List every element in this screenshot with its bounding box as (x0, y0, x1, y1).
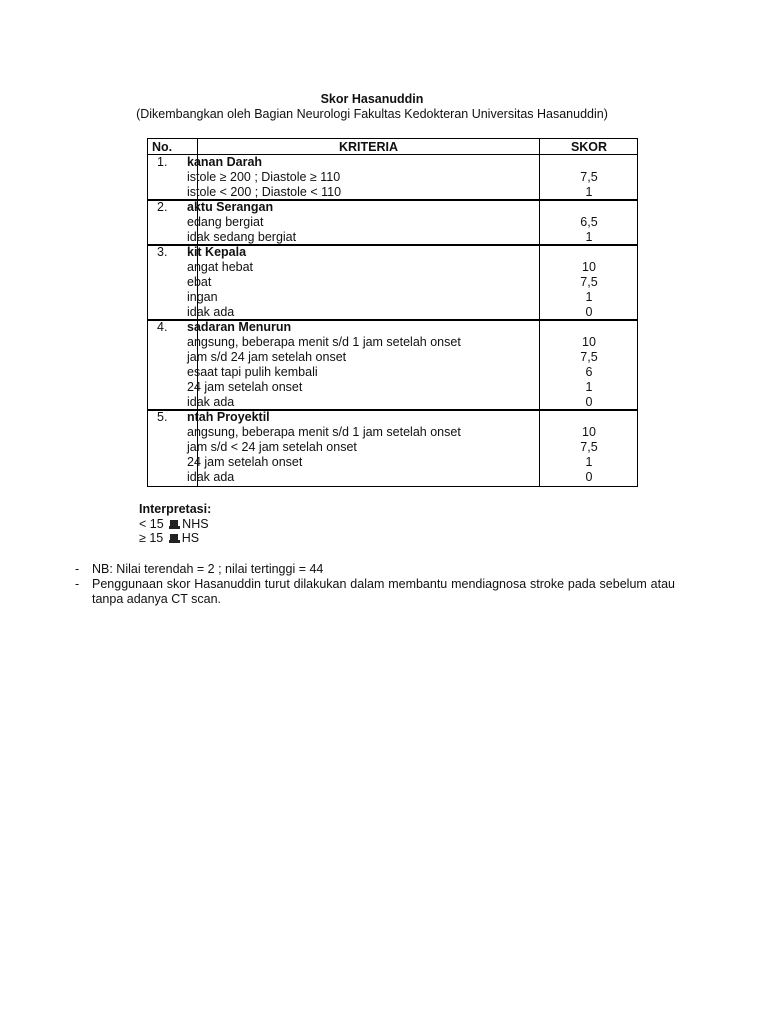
criteria-option (187, 440, 538, 454)
criteria-option (187, 275, 538, 289)
criteria-option-text: jam s/d 24 jam setelah onset (187, 350, 347, 364)
criteria-option (187, 215, 538, 229)
criteria-heading (187, 245, 538, 259)
criteria-option-text: ebat (187, 275, 212, 289)
row-number: 4. (157, 320, 168, 334)
page-subtitle: (Dikembangkan oleh Bagian Neurologi Fakultas Kedokteran Universitas Hasanuddin) (136, 107, 608, 121)
criteria-option-text: angat hebat (187, 260, 254, 274)
score-value: 6 (585, 365, 593, 379)
criteria-heading (187, 200, 538, 214)
criteria-heading (187, 320, 538, 334)
criteria-heading-text: sadaran Menurun (187, 320, 292, 334)
score-value: 10 (582, 260, 596, 274)
criteria-option-text: idak sedang bergiat (187, 230, 297, 244)
interpretation-title: Interpretasi: (139, 502, 212, 516)
criteria-option-text: angsung, beberapa menit s/d 1 jam setelah onset (187, 425, 461, 439)
score-value: 0 (585, 395, 593, 409)
criteria-heading-text: ntah Proyektil (187, 410, 270, 424)
criteria-option (187, 170, 538, 184)
header-skor: SKOR (570, 140, 608, 154)
score-value: 6,5 (580, 215, 598, 229)
notes-list (75, 562, 675, 607)
score-value: 10 (582, 425, 596, 439)
note-text: Penggunaan skor Hasanuddin turut dilakukan dalam membantu mendiagnosa stroke pada sebelum atau tanpa adanya CT scan. (92, 577, 675, 606)
score-value: 1 (585, 290, 593, 304)
interpretation-condition: ≥ 15 (139, 531, 164, 545)
row-number: 2. (157, 200, 168, 214)
criteria-option-text: ingan (187, 290, 218, 304)
criteria-option (187, 335, 538, 349)
criteria-heading-text: kit Kepala (187, 245, 247, 259)
interpretation-result: NHS (182, 517, 209, 531)
score-value: 7,5 (580, 350, 598, 364)
score-value: 10 (582, 335, 596, 349)
score-value: 7,5 (580, 170, 598, 184)
criteria-option-text: jam s/d < 24 jam setelah onset (187, 440, 357, 454)
row-number: 5. (157, 410, 168, 424)
criteria-option (187, 365, 538, 379)
criteria-option (187, 395, 538, 409)
criteria-option-text: idak ada (187, 305, 235, 319)
score-value: 7,5 (580, 275, 598, 289)
criteria-option (187, 455, 538, 469)
criteria-option (187, 380, 538, 394)
criteria-option (187, 185, 538, 199)
interpretation-condition: < 15 (139, 517, 164, 531)
note-item (75, 577, 675, 607)
score-value: 7,5 (580, 440, 598, 454)
criteria-option-text: angsung, beberapa menit s/d 1 jam setelah onset (187, 335, 461, 349)
criteria-option (187, 290, 538, 304)
criteria-heading-text: aktu Serangan (187, 200, 274, 214)
score-value: 0 (585, 470, 593, 484)
score-value: 1 (585, 230, 593, 244)
criteria-heading (187, 155, 538, 169)
note-text: NB: Nilai terendah = 2 ; nilai tertinggi = 44 (92, 562, 324, 576)
computer-icon (169, 520, 180, 529)
criteria-option (187, 260, 538, 274)
criteria-option-text: istole < 200 ; Diastole < 110 (187, 185, 342, 199)
row-number: 3. (157, 245, 168, 259)
interpretation-row (139, 517, 209, 531)
criteria-option-text: 24 jam setelah onset (187, 380, 303, 394)
note-dash: - (75, 562, 80, 576)
criteria-option (187, 305, 538, 319)
score-value: 1 (585, 380, 593, 394)
criteria-heading (187, 410, 538, 424)
criteria-option-text: esaat tapi pulih kembali (187, 365, 318, 379)
interpretation-result: HS (181, 531, 200, 545)
criteria-heading-text: kanan Darah (187, 155, 263, 169)
interpretation-row (139, 531, 199, 545)
criteria-option-text: edang bergiat (187, 215, 264, 229)
criteria-option-text: idak ada (187, 395, 235, 409)
criteria-option-text: idak ada (187, 470, 235, 484)
header-no: No. (152, 140, 173, 154)
criteria-option-text: 24 jam setelah onset (187, 455, 303, 469)
score-value: 1 (585, 455, 593, 469)
criteria-option (187, 425, 538, 439)
note-item (75, 562, 675, 577)
header-kriteria: KRITERIA (338, 140, 399, 154)
criteria-option-text: istole ≥ 200 ; Diastole ≥ 110 (187, 170, 341, 184)
score-value: 1 (585, 185, 593, 199)
criteria-option (187, 230, 538, 244)
row-number: 1. (157, 155, 168, 169)
page-title: Skor Hasanuddin (320, 92, 424, 106)
computer-icon (169, 534, 180, 543)
criteria-option (187, 470, 538, 484)
criteria-option (187, 350, 538, 364)
score-table (147, 138, 638, 487)
score-value: 0 (585, 305, 593, 319)
note-dash: - (75, 577, 80, 591)
